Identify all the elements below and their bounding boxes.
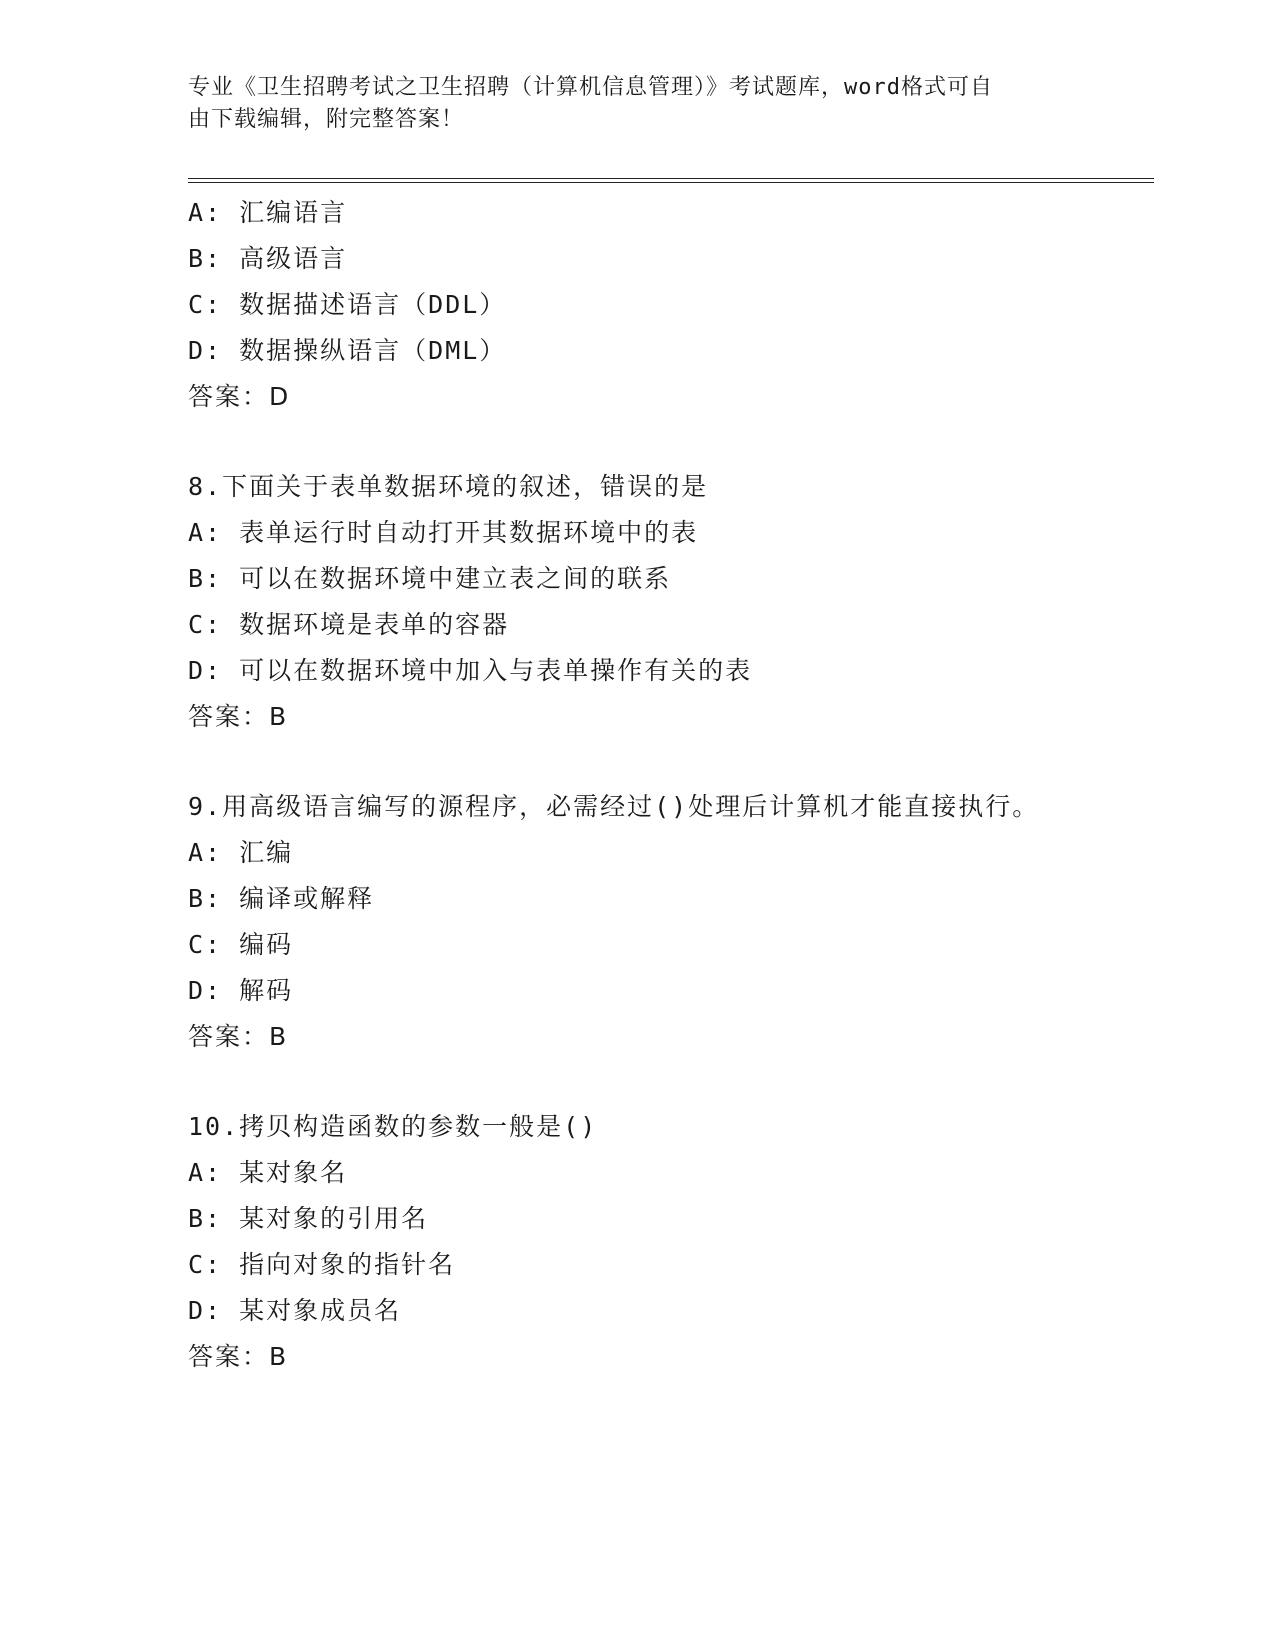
option-b: B: 某对象的引用名 [188, 1204, 429, 1233]
question-8-block [188, 464, 1148, 740]
option-d: D: 可以在数据环境中加入与表单操作有关的表 [188, 656, 753, 685]
option-a: A: 汇编 [188, 838, 294, 867]
question-10-block [188, 1104, 1148, 1380]
option-a: A: 某对象名 [188, 1158, 348, 1187]
answer: 答案：B [188, 1022, 289, 1051]
option-b: B: 可以在数据环境中建立表之间的联系 [188, 564, 672, 593]
question-7-block [188, 190, 1148, 420]
option-c: C: 数据描述语言（DDL） [188, 290, 507, 319]
question-9-block [188, 784, 1148, 1060]
option-c: C: 数据环境是表单的容器 [188, 610, 510, 639]
option-c: C: 指向对象的指针名 [188, 1250, 456, 1279]
option-d: D: 解码 [188, 976, 294, 1005]
question-text: 9.用高级语言编写的源程序，必需经过()处理后计算机才能直接执行。 [188, 792, 1040, 821]
document-header [188, 72, 1068, 136]
question-text: 10.拷贝构造函数的参数一般是() [188, 1112, 598, 1141]
option-a: A: 表单运行时自动打开其数据环境中的表 [188, 518, 699, 547]
question-text: 8.下面关于表单数据环境的叙述，错误的是 [188, 472, 709, 501]
option-d: D: 某对象成员名 [188, 1296, 402, 1325]
header-line-1: 专业《卫生招聘考试之卫生招聘（计算机信息管理）》考试题库，word格式可自 [188, 75, 993, 100]
answer: 答案：D [188, 382, 291, 411]
option-b: B: 编译或解释 [188, 884, 375, 913]
header-divider [188, 178, 1154, 183]
question-list [188, 190, 1148, 1380]
option-c: C: 编码 [188, 930, 294, 959]
option-d: D: 数据操纵语言（DML） [188, 336, 507, 365]
header-line-2: 由下载编辑，附完整答案！ [188, 107, 465, 132]
answer: 答案：B [188, 702, 289, 731]
answer: 答案：B [188, 1342, 289, 1371]
option-a: A: 汇编语言 [188, 198, 348, 227]
option-b: B: 高级语言 [188, 244, 348, 273]
